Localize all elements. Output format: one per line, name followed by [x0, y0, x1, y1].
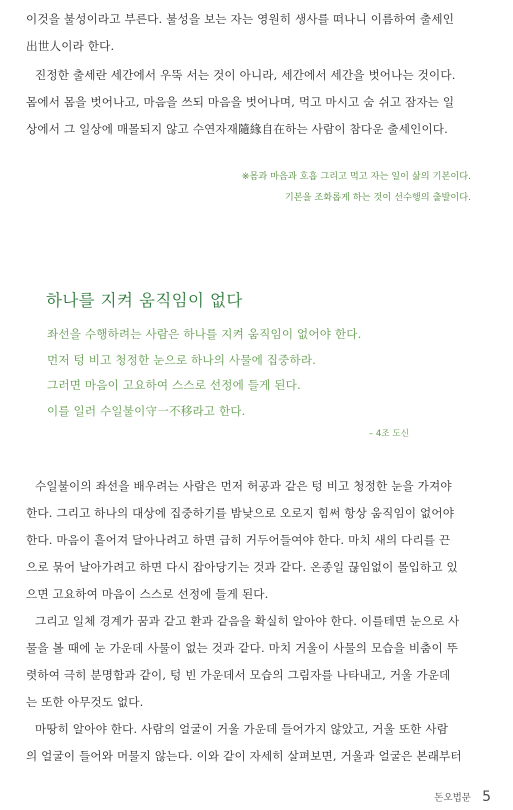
verse-line: 이를 일러 수일불이守一不移라고 한다. — [47, 403, 246, 418]
paragraph-line: 의 얼굴이 들어와 머물지 않는다. 이와 같이 자세히 살펴보면, 거울과 얼굴은 본래부터 — [26, 749, 462, 763]
section-heading: 하나를 지켜 움직임이 없다 — [46, 290, 243, 310]
verse-quote — [47, 322, 467, 424]
side-note — [242, 166, 471, 208]
note-line: 기본을 조화롭게 하는 것이 선수행의 출발이다. — [284, 192, 471, 203]
paragraph-line: 몸에서 몸을 벗어나고, 마음을 쓰되 마음을 벗어나며, 먹고 마시고 숨 쉬고 잠자는 일 — [26, 95, 455, 109]
paragraph-2 — [26, 62, 478, 143]
paragraph-line: 마땅히 알아야 한다. 사람의 얼굴이 거울 가운데 들어가지 않았고, 거울 또한 사람 — [35, 722, 449, 736]
quote-attribution: – 4조 도신 — [368, 429, 409, 439]
paragraph-line: 상에서 그 일상에 매몰되지 않고 수연자재隨緣自在하는 사람이 참다운 출세인이다. — [26, 122, 448, 136]
paragraph-line: 진정한 출세란 세간에서 우뚝 서는 것이 아니라, 세간에서 세간을 벗어나는 것이다. — [35, 68, 456, 82]
verse-line: 좌선을 수행하려는 사람은 하나를 지켜 움직임이 없어야 한다. — [47, 327, 362, 341]
paragraph-1 — [26, 6, 478, 60]
paragraph-line: 이것을 불성이라고 부른다. 불성을 보는 자는 영원히 생사를 떠나니 이름하여 출세인 — [26, 12, 455, 26]
paragraph-3 — [26, 473, 478, 770]
paragraph-line: 는 또한 아무것도 없다. — [26, 695, 144, 709]
paragraph-line: 出世人이라 한다. — [26, 39, 115, 53]
book-title: 돈오법문 — [434, 792, 471, 804]
verse-line: 그러면 마음이 고요하여 스스로 선정에 들게 된다. — [47, 378, 301, 392]
page-footer — [434, 786, 491, 805]
paragraph-line: 으면 고요하여 마음이 스스로 선정에 들게 된다. — [26, 587, 269, 601]
paragraph-line: 수일불이의 좌선을 배우려는 사람은 먼저 허공과 같은 텅 비고 청정한 눈을 가져야 — [35, 479, 452, 493]
verse-line: 먼저 텅 비고 청정한 눈으로 하나의 사물에 집중하라. — [47, 352, 317, 367]
paragraph-line: 으로 묶어 날아가려고 하면 다시 잡아당기는 것과 같다. 온종일 끊임없이 몰입하고 있 — [26, 560, 458, 574]
paragraph-line: 한다. 마음이 흩어져 달아나려고 하면 급히 거두어들여야 한다. 마치 새의 다리를 끈 — [26, 533, 451, 547]
paragraph-line: 한다. 그리고 하나의 대상에 집중하기를 밤낮으로 오로지 힘써 항상 움직임이 없어야 — [26, 506, 455, 520]
paragraph-line: 물을 볼 때에 눈 가운데 사물이 없는 것과 같다. 마치 거울이 사물의 모습을 비춤이 뚜 — [26, 641, 459, 655]
paragraph-line: 그리고 일체 경계가 꿈과 같고 환과 같음을 확실히 알아야 한다. 이를테면 눈으로 사 — [35, 614, 460, 628]
paragraph-line: 렷하여 극히 분명함과 같이, 텅 빈 가운데서 모습의 그림자를 나타내고, 거울 가운데 — [26, 668, 451, 682]
note-line: ※몸과 마음과 호흡 그리고 먹고 자는 일이 삶의 기본이다. — [241, 171, 471, 182]
page-number: 5 — [482, 788, 491, 805]
